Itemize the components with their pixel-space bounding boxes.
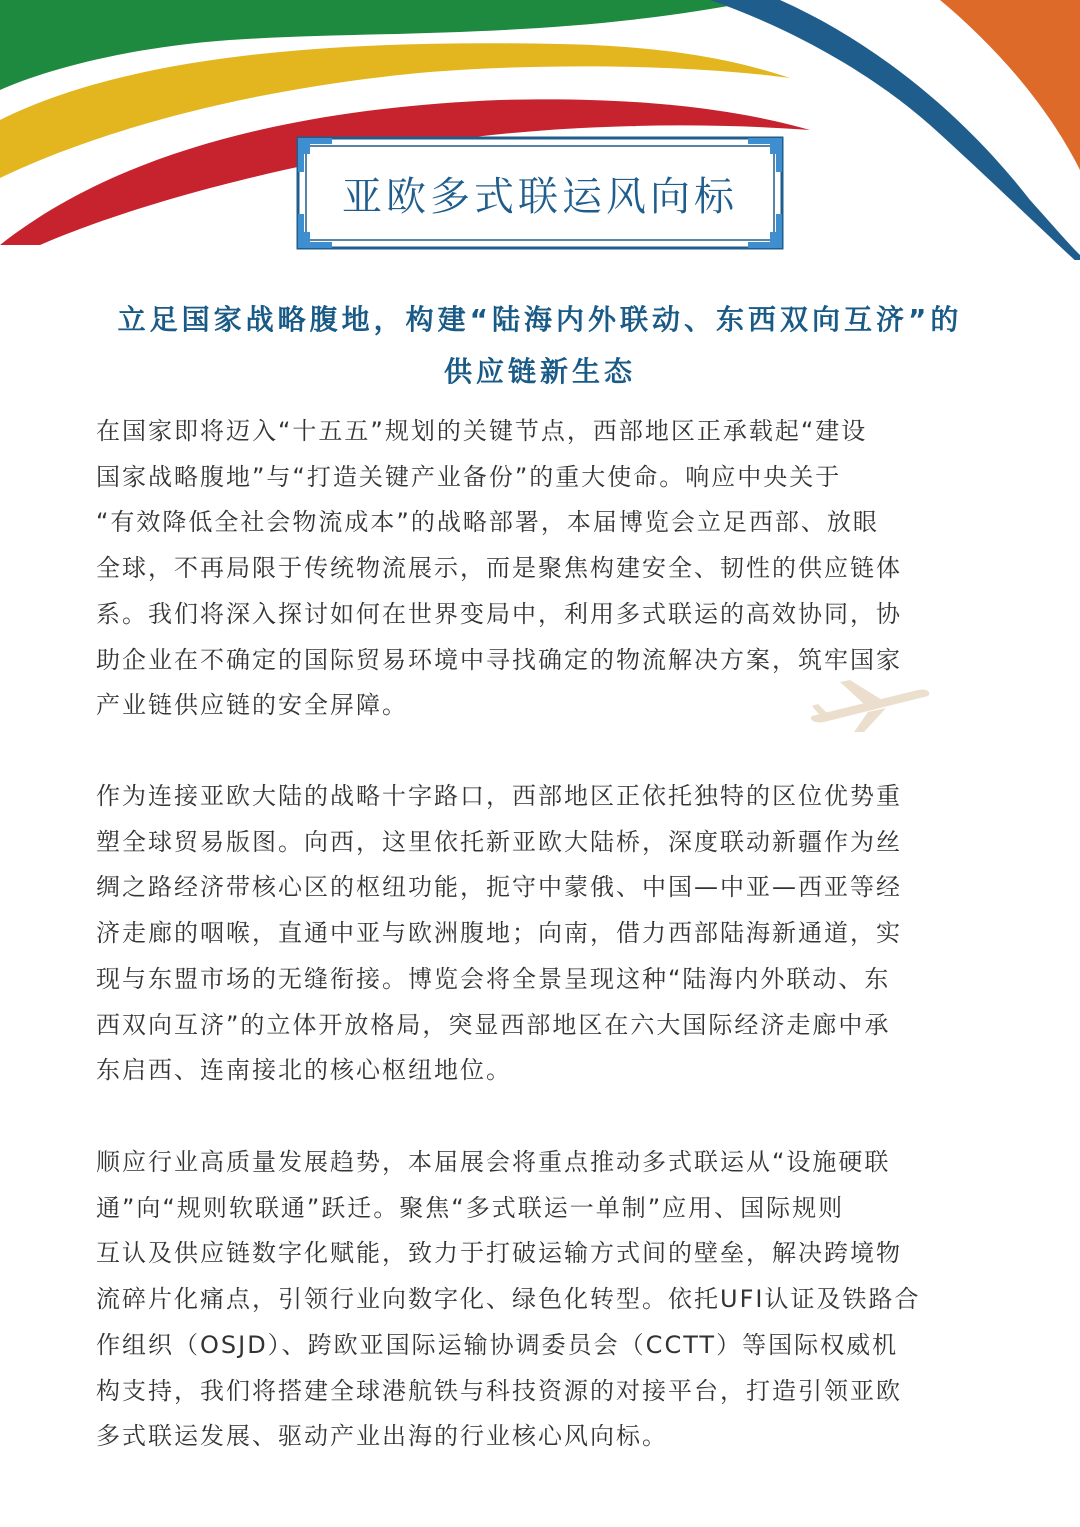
page-title: 亚欧多式联运风向标 bbox=[342, 173, 738, 220]
text-line: 互认及供应链数字化赋能，致力于打破运输方式间的壁垒，解决跨境物 bbox=[96, 1239, 902, 1268]
text-line: 现与东盟市场的无缝衔接。博览会将全景呈现这种“陆海内外联动、东 bbox=[96, 964, 891, 993]
text-line: 西双向互济”的立体开放格局，突显西部地区在六大国际经济走廊中承 bbox=[96, 1010, 891, 1039]
text-line: 通”向“规则软联通”跃迁。聚焦“多式联运一单制”应用、国际规则 bbox=[96, 1193, 845, 1222]
text-line: “有效降低全社会物流成本”的战略部署，本届博览会立足西部、放眼 bbox=[96, 508, 879, 537]
text-line: 全球，不再局限于传统物流展示，而是聚焦构建安全、韧性的供应链体 bbox=[96, 554, 902, 583]
text-line: 流碎片化痛点，引领行业向数字化、绿色化转型。依托UFI认证及铁路合 bbox=[96, 1285, 921, 1314]
text-line: 产业链供应链的安全屏障。 bbox=[96, 691, 408, 720]
text-line: 作组织（OSJD）、跨欧亚国际运输协调委员会（CCTT）等国际权威机 bbox=[96, 1330, 899, 1359]
text-line: 系。我们将深入探讨如何在世界变局中，利用多式联运的高效协同，协 bbox=[96, 599, 902, 628]
text-line: 构支持，我们将搭建全球港航铁与科技资源的对接平台，打造引领亚欧 bbox=[96, 1376, 902, 1405]
subtitle-line: 供应链新生态 bbox=[443, 355, 636, 388]
text-line: 东启西、连南接北的核心枢纽地位。 bbox=[96, 1056, 512, 1085]
paragraph-2 bbox=[96, 774, 976, 1094]
text-line: 助企业在不确定的国际贸易环境中寻找确定的物流解决方案，筑牢国家 bbox=[96, 645, 902, 674]
text-line: 作为连接亚欧大陆的战略十字路口，西部地区正依托独特的区位优势重 bbox=[96, 782, 902, 810]
text-line: 顺应行业高质量发展趋势，本届展会将重点推动多式联运从“设施硬联 bbox=[96, 1148, 891, 1176]
subtitle bbox=[40, 294, 1040, 398]
text-line: 济走廊的咽喉，直通中亚与欧洲腹地；向南，借力西部陆海新通道，实 bbox=[96, 919, 902, 948]
text-line: 绸之路经济带核心区的枢纽功能，扼守中蒙俄、中国—中亚—西亚等经 bbox=[96, 873, 902, 902]
text-line: 国家战略腹地”与“打造关键产业备份”的重大使命。响应中央关于 bbox=[96, 462, 842, 491]
paragraph-3 bbox=[96, 1140, 976, 1460]
text-line: 在国家即将迈入“十五五”规划的关键节点，西部地区正承载起“建设 bbox=[96, 417, 868, 445]
subtitle-line: 立足国家战略腹地，构建“陆海内外联动、东西双向互济”的 bbox=[117, 303, 963, 336]
text-line: 多式联运发展、驱动产业出海的行业核心风向标。 bbox=[96, 1422, 668, 1451]
text-line: 塑全球贸易版图。向西，这里依托新亚欧大陆桥，深度联动新疆作为丝 bbox=[96, 827, 902, 856]
airplane-icon bbox=[806, 676, 936, 736]
